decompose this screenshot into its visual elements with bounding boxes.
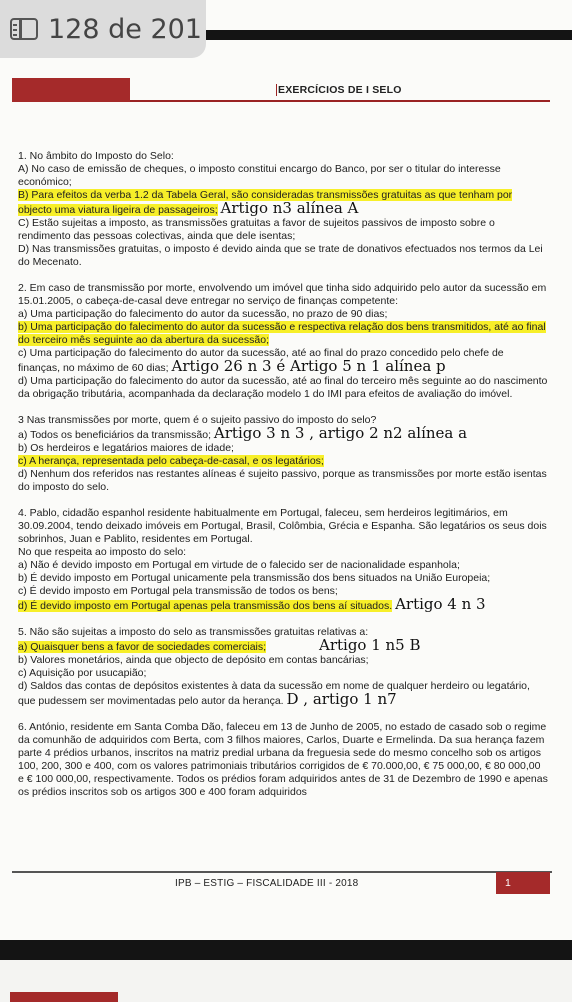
option-c-text: c) Uma participação do falecimento do autor da sucessão, até ao final do prazo concedido pelo chefe de finanças, no máximo de 60 dias; [18, 347, 504, 374]
document-title: EXERCÍCIOS DE I SELO [278, 84, 402, 96]
handwritten-note: Artigo 1 n5 B [318, 636, 421, 654]
handwritten-note: Artigo 4 n 3 [395, 595, 486, 613]
viewer-page-gap [0, 940, 572, 960]
highlighted-answer: d) É devido imposto em Portugal apenas pela transmissão dos bens aí situados. [18, 600, 393, 612]
question-4 [18, 507, 548, 613]
option-a: a) Não é devido imposto em Portugal em virtude de o falecido ser de nacionalidade espanhola; [18, 559, 460, 571]
exercise-content [18, 150, 548, 812]
question-stem: 3 Nas transmissões por morte, quem é o sujeito passivo do imposto do selo? [18, 414, 377, 426]
option-c [18, 455, 548, 468]
header-rule [130, 100, 550, 102]
question-2 [18, 282, 548, 401]
option-a: A) No caso de emissão de cheques, o imposto constitui encargo do Banco, por ser o titular do interesse económico; [18, 163, 501, 188]
highlighted-answer: b) Uma participação do falecimento do autor da sucessão e respectiva relação dos bens transmitidos, até ao final do terceiro mês seguinte ao da abertura da sucessão; [18, 321, 546, 346]
option-a-text: a) Todos os beneficiários da transmissão; [18, 429, 211, 441]
option-c [18, 347, 548, 375]
option-a [18, 424, 548, 442]
question-6 [18, 721, 548, 799]
question-1 [18, 150, 548, 269]
page-number: 1 [505, 877, 511, 889]
option-b: b) É devido imposto em Portugal unicamente pela transmissão dos bens situados na União Europeia; [18, 572, 491, 584]
option-c: c) É devido imposto em Portugal pela transmissão de todos os bens; [18, 585, 338, 597]
option-d [18, 595, 548, 613]
highlighted-answer: c) A herança, representada pelo cabeça-de-casal, e os legatários; [18, 455, 324, 467]
option-c: c) Aquisição por usucapião; [18, 667, 147, 679]
question-stem: 4. Pablo, cidadão espanhol residente habitualmente em Portugal, faleceu, sem herdeiros legitimários, em 30.09.2004, tendo deixado imóveis em Portugal, Brasil, Colômbia, Grécia e Espanha. São legatários os seus dois sobrinhos, Juan e Pablito, residentes em Portugal. [18, 507, 547, 545]
option-b: b) Os herdeiros e legatários maiores de idade; [18, 442, 234, 454]
footer-rule [12, 871, 552, 873]
question-stem: 1. No âmbito do Imposto do Selo: [18, 150, 174, 162]
footer-text: IPB – ESTIG – FISCALIDADE III - 2018 [175, 878, 359, 889]
option-b: b) Valores monetários, ainda que objecto de depósito em contas bancárias; [18, 654, 369, 666]
question-stem: 2. Em caso de transmissão por morte, envolvendo um imóvel que tinha sido adquirido pelo autor da sucessão em 15.01.2005, o cabeça-de-casal deve entregar no serviço de finanças competente: [18, 282, 547, 307]
option-a: a) Uma participação do falecimento do autor da sucessão, no prazo de 90 dias; [18, 308, 388, 320]
handwritten-note: Artigo 26 n 3 é Artigo 5 n 1 alínea p [171, 357, 446, 375]
handwritten-note: Artigo n3 alínea A [220, 199, 359, 217]
header-red-block [12, 78, 130, 102]
option-c: C) Estão sujeitas a imposto, as transmissões gratuitas a favor de sujeitos passivos de imposto sobre o rendimento das pessoas colectivas, ainda que dele isentas; [18, 217, 495, 242]
option-d [18, 680, 548, 708]
option-d: d) Nenhum dos referidos nas restantes alíneas é sujeito passivo, porque as transmissões por morte estão isentas do imposto do selo. [18, 468, 547, 493]
question-lead: No que respeita ao imposto do selo: [18, 546, 187, 558]
highlighted-answer: B) Para efeitos da verba 1.2 da Tabela Geral, são consideradas transmissões gratuitas as que tenham por objecto uma viatura ligeira de passageiros; [18, 189, 513, 216]
sidebar-icon[interactable] [10, 18, 38, 40]
option-d: D) Nas transmissões gratuitas, o imposto é devido ainda que se trate de donativos efectuados nos termos da Lei do Mecenato. [18, 243, 543, 268]
next-page-red-block [10, 992, 118, 1002]
question-5 [18, 626, 548, 708]
option-b [18, 321, 548, 347]
option-d-text: d) Saldos das contas de depósitos existentes à data da sucessão em nome de qualquer herdeiro ou legatário, que pudessem ser movimentadas pelo autor da herança. [18, 680, 530, 707]
page-indicator[interactable] [0, 0, 206, 58]
page-indicator-text: 128 de 201 [48, 13, 202, 45]
option-a [18, 636, 548, 654]
option-d: d) Uma participação do falecimento do autor da sucessão, até ao final do terceiro mês seguinte ao do nascimento da obrigação tributária, acompanhada da declaração modelo 1 do IMI para efeitos de avaliação do imóvel. [18, 375, 548, 400]
highlighted-answer: a) Quaisquer bens a favor de sociedades comerciais; [18, 641, 267, 653]
handwritten-note: D , artigo 1 n7 [286, 690, 397, 708]
question-stem: 6. António, residente em Santa Comba Dão, faleceu em 13 de Junho de 2005, no estado de casado sob o regime da comunhão de adquiridos com Berta, com 3 filhos maiores, Carlos, Duarte e Ermelinda. Da sua herança fazem parte 4 prédios urbanos, inscritos na matriz predial urbana da freguesia sede do mesmo concelho sob os artigos 100, 200, 300 e 400, com os valores patrimoniais tributários corrigidos de € 70.000,00, € 75 000,00, € 80 000,00 e € 100 000,00, respectivamente. Todos os prédios foram adquiridos antes de 31 de Dezembro de 1990 e apenas os prédios inscritos sob os artigos 300 e 400 foram adquiridos [18, 721, 548, 798]
question-3 [18, 414, 548, 494]
handwritten-note: Artigo 3 n 3 , artigo 2 n2 alínea a [213, 424, 468, 442]
question-stem: 5. Não são sujeitas a imposto do selo as transmissões gratuitas relativas a: [18, 626, 369, 638]
option-b [18, 189, 548, 217]
